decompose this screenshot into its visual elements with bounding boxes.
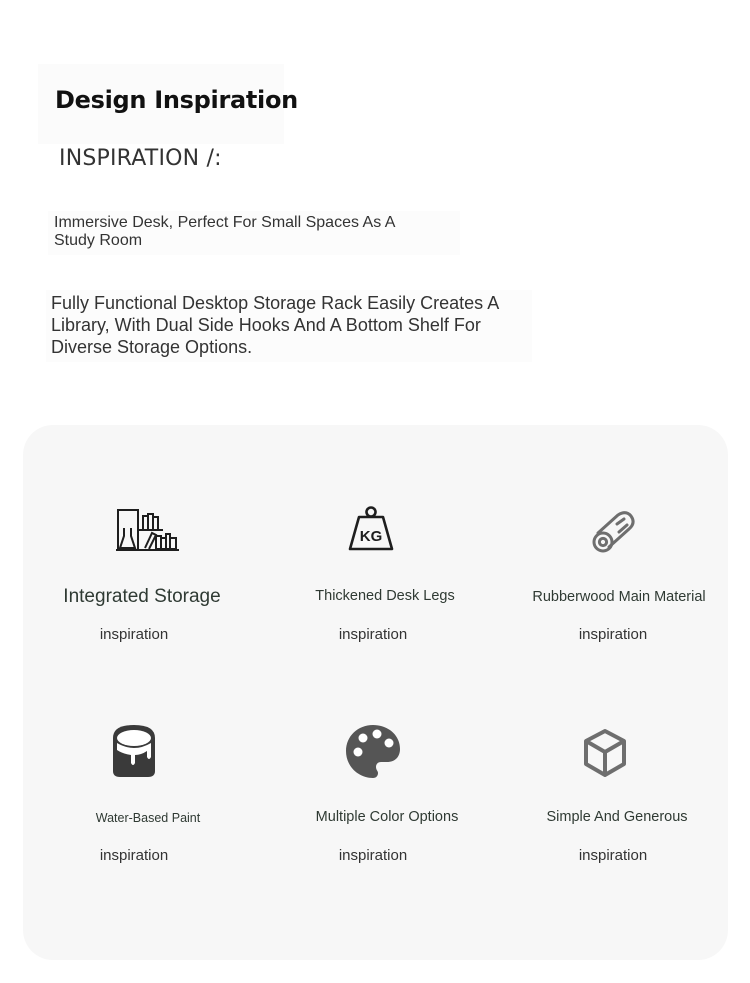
feature-sub: inspiration xyxy=(578,626,648,643)
bookshelf-icon xyxy=(115,508,181,554)
feature-label: Water-Based Paint xyxy=(95,811,201,825)
kg-weight-icon xyxy=(347,505,395,553)
feature-sub: inspiration xyxy=(99,626,169,643)
cube-icon xyxy=(582,728,628,778)
tagline: Immersive Desk, Perfect For Small Spaces As A Study Room xyxy=(54,214,395,249)
feature-sub: inspiration xyxy=(338,626,408,643)
feature-sub: inspiration xyxy=(99,847,169,864)
feature-sub: inspiration xyxy=(578,847,648,864)
wood-log-icon xyxy=(592,511,636,553)
color-palette-icon xyxy=(344,723,402,780)
feature-sub: inspiration xyxy=(338,847,408,864)
feature-label: Simple And Generous xyxy=(546,809,688,825)
feature-label: Rubberwood Main Material xyxy=(532,589,706,605)
feature-label: Multiple Color Options xyxy=(315,809,459,825)
section-subtitle: INSPIRATION /: xyxy=(59,146,222,171)
page-title: Design Inspiration xyxy=(55,86,298,114)
paint-bucket-icon xyxy=(111,723,157,779)
feature-label: Integrated Storage xyxy=(63,586,221,607)
svg-text:KG: KG xyxy=(359,528,383,545)
feature-label: Thickened Desk Legs xyxy=(315,588,455,604)
description: Fully Functional Desktop Storage Rack Easily Creates A Library, With Dual Side Hooks And A Bottom Shelf For Diverse Storage Options. xyxy=(51,293,499,357)
